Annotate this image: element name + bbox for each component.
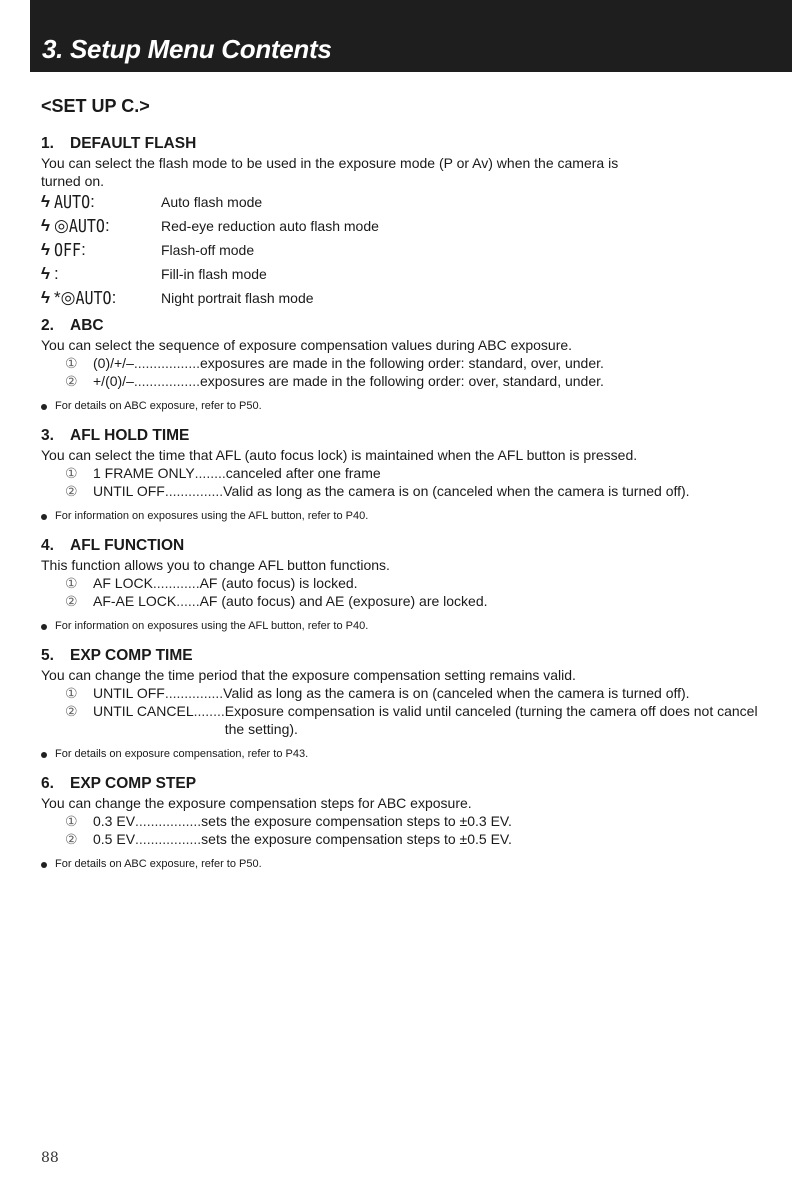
flash-mode-symbol — [41, 216, 161, 236]
option-dots: ............... — [164, 483, 224, 499]
option-number: ② — [65, 703, 78, 719]
option-row — [41, 372, 771, 390]
flash-mode-row — [41, 286, 771, 310]
option-number: ① — [65, 813, 78, 829]
colon: : — [111, 288, 117, 307]
colon: : — [90, 192, 95, 211]
flash-mode-symbol — [41, 240, 161, 260]
section-description: You can change the exposure compensation steps for ABC exposure. — [41, 795, 472, 811]
option-label: +/(0)/– — [93, 373, 134, 389]
option-label: 1 FRAME ONLY — [93, 465, 195, 481]
section-title — [41, 774, 771, 794]
option-desc: sets the exposure compensation steps to ±0.3 EV. — [201, 813, 512, 829]
option-dots: ............ — [152, 575, 200, 591]
flash-mode-description: Auto flash mode — [161, 194, 263, 210]
flash-bolt-icon: ϟ — [41, 240, 50, 259]
option-row — [41, 830, 771, 848]
section-title-text: DEFAULT FLASH — [70, 135, 197, 152]
option-number: ① — [65, 575, 78, 591]
option-number: ② — [65, 831, 78, 847]
reference-note — [41, 399, 771, 414]
option-dots: ............... — [164, 685, 224, 701]
note-text: For information on exposures using the AFL button, refer to P40. — [55, 510, 369, 522]
sections-container — [41, 134, 771, 872]
reference-note — [41, 857, 771, 872]
note-text: For details on exposure compensation, refer to P43. — [55, 748, 309, 760]
reference-note — [41, 619, 771, 634]
flash-mode-row — [41, 190, 771, 214]
option-label: UNTIL OFF — [93, 483, 165, 499]
section-title-text: EXP COMP STEP — [70, 775, 197, 792]
section-title — [41, 426, 771, 446]
section-description: turned on. — [41, 173, 105, 189]
main-content — [41, 96, 771, 884]
option-desc: Exposure compensation is valid until canceled (turning the camera off does not cancel the setting). — [224, 703, 758, 737]
option-label: AF-AE LOCK — [93, 593, 177, 609]
flash-mode-code: AUTO — [68, 215, 105, 237]
option-row — [41, 592, 771, 610]
option-number: ① — [65, 685, 78, 701]
option-number: ① — [65, 355, 78, 371]
option-row — [41, 684, 771, 702]
bullet-icon — [41, 862, 47, 868]
flash-mode-code: OFF — [54, 239, 82, 261]
option-dots: ................. — [133, 355, 200, 371]
option-label: 0.5 EV — [93, 831, 136, 847]
option-desc: AF (auto focus) is locked. — [199, 575, 358, 591]
option-desc: sets the exposure compensation steps to ±0.5 EV. — [201, 831, 512, 847]
section-number: 5. — [41, 647, 54, 664]
option-label: (0)/+/– — [93, 355, 134, 371]
section-5 — [41, 646, 771, 762]
option-dots: ................. — [135, 831, 202, 847]
option-number: ① — [65, 465, 78, 481]
bullet-icon — [41, 404, 47, 410]
section-heading: <SET UP C.> — [41, 96, 150, 116]
section-title — [41, 316, 771, 336]
flash-bolt-icon: ϟ — [41, 216, 50, 235]
option-row — [41, 482, 771, 500]
option-desc: exposures are made in the following order: standard, over, under. — [199, 355, 604, 371]
red-eye-icon: *◎ — [54, 288, 76, 307]
bullet-icon — [41, 752, 47, 758]
option-row — [41, 354, 771, 372]
flash-bolt-icon: ϟ — [41, 192, 50, 211]
flash-mode-code: AUTO — [54, 191, 91, 213]
note-text: For information on exposures using the AFL button, refer to P40. — [55, 620, 369, 632]
flash-mode-description: Flash-off mode — [161, 242, 255, 258]
section-description: You can select the sequence of exposure compensation values during ABC exposure. — [41, 337, 573, 353]
section-title — [41, 134, 771, 154]
section-number: 2. — [41, 317, 54, 334]
option-desc: Valid as long as the camera is on (canceled when the camera is turned off). — [223, 483, 690, 499]
option-row — [41, 702, 771, 738]
section-number: 3. — [41, 427, 54, 444]
red-eye-icon: ◎ — [54, 216, 69, 235]
reference-note — [41, 509, 771, 524]
flash-mode-description: Fill-in flash mode — [161, 266, 267, 282]
option-number: ② — [65, 373, 78, 389]
option-dots: ........ — [194, 465, 226, 481]
option-number: ② — [65, 593, 78, 609]
option-desc: exposures are made in the following order: over, standard, under. — [199, 373, 604, 389]
flash-mode-symbol — [41, 192, 161, 212]
flash-bolt-icon: ϟ — [41, 288, 50, 307]
option-dots: ................. — [133, 373, 200, 389]
colon: : — [104, 216, 110, 235]
flash-mode-row — [41, 238, 771, 262]
option-label: AF LOCK — [93, 575, 153, 591]
section-6 — [41, 774, 771, 872]
flash-mode-description: Night portrait flash mode — [161, 290, 314, 306]
note-text: For details on ABC exposure, refer to P50. — [55, 400, 262, 412]
section-4 — [41, 536, 771, 634]
section-title-text: ABC — [70, 317, 104, 334]
note-text: For details on ABC exposure, refer to P50. — [55, 858, 262, 870]
section-number: 4. — [41, 537, 54, 554]
bullet-icon — [41, 514, 47, 520]
colon: : — [54, 264, 59, 283]
option-label: 0.3 EV — [93, 813, 136, 829]
section-title-text: AFL FUNCTION — [70, 537, 185, 554]
option-dots: ................. — [135, 813, 202, 829]
option-desc: canceled after one frame — [225, 465, 381, 481]
option-desc: AF (auto focus) and AE (exposure) are locked. — [199, 593, 488, 609]
header-bar — [30, 0, 792, 72]
section-title — [41, 536, 771, 556]
option-row — [41, 574, 771, 592]
section-description: You can select the time that AFL (auto focus lock) is maintained when the AFL button is pressed. — [41, 447, 638, 463]
flash-mode-description: Red-eye reduction auto flash mode — [161, 218, 379, 234]
page-title: 3. Setup Menu Contents — [42, 34, 332, 64]
section-title-text: AFL HOLD TIME — [70, 427, 190, 444]
flash-mode-row — [41, 262, 771, 286]
colon: : — [81, 240, 86, 259]
option-number: ② — [65, 483, 78, 499]
reference-note — [41, 747, 771, 762]
option-label: UNTIL CANCEL — [93, 703, 194, 719]
section-description: You can change the time period that the exposure compensation setting remains valid. — [41, 667, 576, 683]
option-dots: ...... — [176, 593, 200, 609]
section-description: You can select the flash mode to be used in the exposure mode (P or Av) when the camera is — [41, 155, 619, 171]
section-description: This function allows you to change AFL button functions. — [41, 557, 390, 573]
flash-mode-symbol — [41, 264, 161, 284]
flash-mode-code: AUTO — [75, 287, 112, 309]
section-number: 6. — [41, 775, 54, 792]
flash-mode-symbol — [41, 288, 161, 308]
section-3 — [41, 426, 771, 524]
option-row — [41, 464, 771, 482]
section-number: 1. — [41, 135, 54, 152]
option-dots: ........ — [193, 703, 225, 719]
flash-mode-row — [41, 214, 771, 238]
flash-bolt-icon: ϟ — [41, 264, 50, 283]
section-2 — [41, 316, 771, 414]
option-label: UNTIL OFF — [93, 685, 165, 701]
page-number: 88 — [41, 1150, 59, 1166]
section-title — [41, 646, 771, 666]
section-title-text: EXP COMP TIME — [70, 647, 193, 664]
option-desc: Valid as long as the camera is on (canceled when the camera is turned off). — [223, 685, 690, 701]
option-row — [41, 812, 771, 830]
section-1 — [41, 134, 771, 310]
bullet-icon — [41, 624, 47, 630]
